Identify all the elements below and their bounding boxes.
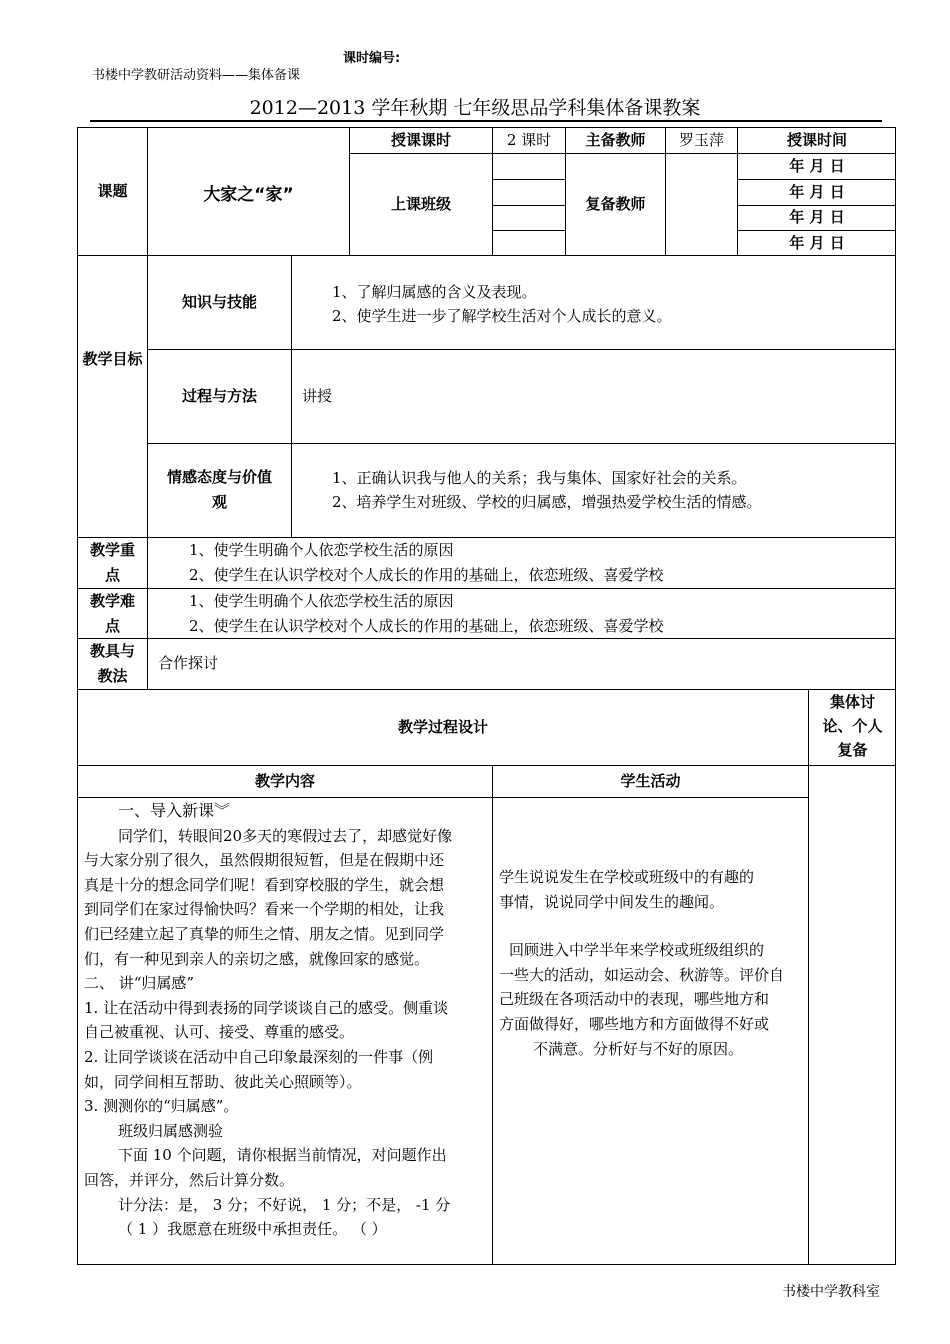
lesson-hours-value: 2 课时 (506, 131, 552, 149)
content-line: 同学们，转眼间20多天的寒假过去了，却感觉好像 (118, 826, 453, 845)
content-line: 下面 10 个问题，请你根据当前情况，对问题作出 (118, 1146, 447, 1165)
date-row: 年 月 日 (789, 183, 845, 201)
content-line: 与大家分别了很久，虽然假期很短暂，但是在假期中还 (84, 851, 445, 870)
content-line: 自己被重视、认可、接受、尊重的感受。 (84, 1023, 355, 1042)
content-line: 如，同学间相互帮助、彼此关心照顾等）。 (84, 1072, 362, 1091)
key-point-line: 2、使学生在认识学校对个人成长的作用的基础上，依恋班级、喜爱学校 (189, 566, 664, 584)
activity-header: 学生活动 (620, 772, 681, 790)
footer-office: 书楼中学教科室 (782, 1284, 880, 1300)
date-row: 年 月 日 (789, 157, 845, 175)
content-line: 计分法：是， 3 分；不好说， 1 分；不是， -1 分 (118, 1195, 451, 1214)
activity-line: 回顾进入中学半年来学校或班级组织的 (509, 941, 765, 960)
content-line: 班级归属感测验 (118, 1121, 224, 1140)
emotion-line: 2、培养学生对班级、学校的归属感，增强热爱学校生活的情感。 (332, 493, 762, 511)
content-header: 教学内容 (254, 772, 315, 790)
content-line: 到同学们在家过得愉快吗？看来一个学期的相处，让我 (84, 900, 445, 919)
content-line: 一、导入新课︾ (118, 801, 231, 820)
lesson-number-label: 课时编号: (343, 51, 401, 66)
activity-line: 事情，说说同学中间发生的趣闻。 (499, 892, 725, 911)
process-method-label: 过程与方法 (181, 387, 257, 405)
content-line: 回答，并评分，然后计算分数。 (84, 1170, 295, 1189)
tools-value: 合作探讨 (158, 654, 219, 672)
student-activity (499, 865, 805, 1061)
activity-line: 不满意。分析好与不好的原因。 (533, 1039, 744, 1058)
main-teacher-value: 罗玉萍 (678, 131, 724, 149)
process-design-title: 教学过程设计 (397, 718, 488, 736)
date-row: 年 月 日 (789, 208, 845, 226)
lesson-hours-label: 授课课时 (390, 131, 451, 149)
knowledge-label: 知识与技能 (181, 293, 257, 311)
activity-line: 学生说说发生在学校或班级中的有趣的 (499, 868, 755, 886)
teach-time-label: 授课时间 (786, 131, 847, 149)
knowledge-line: 2、使学生进一步了解学校生活对个人成长的意义。 (332, 307, 672, 325)
date-row: 年 月 日 (789, 233, 845, 252)
activity-line: 一些大的活动，如运动会、秋游等。评价自 (499, 965, 785, 984)
school-note: 书楼中学教研活动资料——集体备课 (92, 68, 301, 83)
review-teacher-label: 复备教师 (585, 195, 646, 213)
content-line: 3. 测测你的“归属感”。 (84, 1097, 239, 1116)
content-line: 们已经建立起了真挚的师生之情、朋友之情。见到同学 (84, 924, 445, 943)
emotion-line: 1、正确认识我与他人的关系；我与集体、国家好社会的关系。 (332, 469, 747, 487)
difficult-point-line: 1、使学生明确个人依恋学校生活的原因 (189, 592, 454, 610)
title-rule (90, 120, 882, 122)
activity-line: 己班级在各项活动中的表现，哪些地方和 (499, 990, 770, 1009)
content-line: 们，有一种见到亲人的亲切之感，就像回家的感觉。 (84, 949, 430, 968)
process-method-value: 讲授 (302, 387, 333, 405)
tools-label: 教具与 教法 (89, 642, 135, 685)
topic-value: 大家之“家” (203, 185, 294, 205)
knowledge-line: 1、了解归属感的含义及表现。 (332, 283, 537, 301)
difficult-point-line: 2、使学生在认识学校对个人成长的作用的基础上，依恋班级、喜爱学校 (189, 617, 664, 635)
main-teacher-label: 主备教师 (585, 131, 646, 149)
topic-label: 课题 (97, 182, 128, 200)
content-line: （ 1 ）我愿意在班级中承担责任。 （ ） (118, 1220, 387, 1239)
content-line: 2. 让同学谈谈在活动中自己印象最深刻的一件事（例 (84, 1047, 434, 1066)
emotion-label: 情感态度与价值 观 (166, 468, 272, 511)
page-title: 2012—2013 学年秋期 七年级思品学科集体备课教案 (249, 97, 701, 119)
difficult-points-label: 教学难 点 (89, 592, 135, 635)
teaching-content (84, 799, 489, 1242)
content-line: 真是十分的想念同学们呢！看到穿校服的学生，就会想 (84, 875, 445, 894)
content-line: 1. 让在活动中得到表扬的同学谈谈自己的感受。侧重谈 (84, 998, 449, 1017)
collective-review-label: 集体讨 论、个人 复备 (822, 693, 883, 759)
key-point-line: 1、使学生明确个人依恋学校生活的原因 (189, 541, 454, 559)
activity-line: 方面做得好，哪些地方和方面做得不好或 (499, 1014, 770, 1033)
goals-label: 教学目标 (82, 350, 143, 368)
key-points-label: 教学重 点 (89, 541, 135, 584)
class-label: 上课班级 (390, 195, 451, 213)
content-line: 二、 讲“归属感” (84, 974, 195, 993)
